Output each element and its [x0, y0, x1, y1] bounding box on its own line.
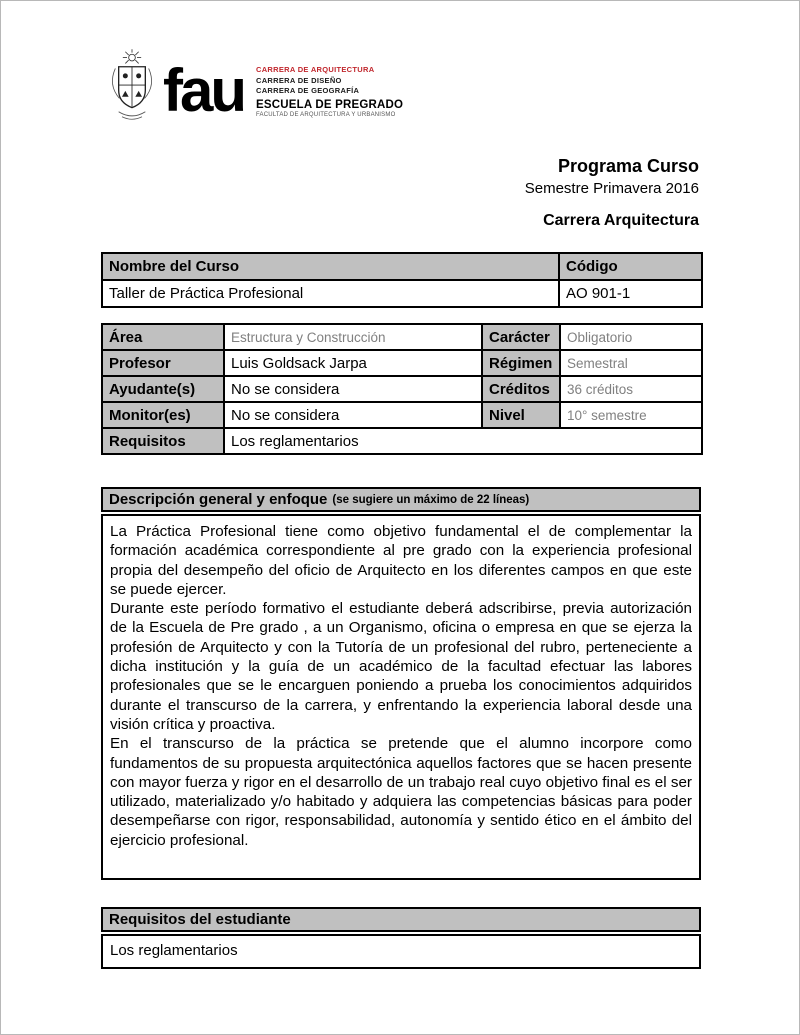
description-section-hint: (se sugiere un máximo de 22 líneas)	[332, 493, 530, 506]
caracter-label: Carácter	[482, 324, 560, 350]
logo-line-arquitectura: CARRERA DE ARQUITECTURA	[256, 65, 375, 74]
table-row	[102, 428, 702, 454]
document-header	[525, 156, 699, 230]
course-table-value-row	[102, 280, 702, 307]
table-row	[102, 324, 702, 350]
creditos-label: Créditos	[482, 376, 560, 402]
requirements-section-header	[101, 907, 701, 932]
logo-line-escuela: ESCUELA DE PREGRADO	[256, 98, 404, 111]
course-code-value: AO 901-1	[559, 280, 702, 307]
regimen-label: Régimen	[482, 350, 560, 376]
monitor-label: Monitor(es)	[102, 402, 224, 428]
nivel-label: Nivel	[482, 402, 560, 428]
course-table-header-row	[102, 253, 702, 280]
requisitos-label: Requisitos	[102, 428, 224, 454]
logo-line-geografia: CARRERA DE GEOGRAFÍA	[256, 86, 360, 95]
creditos-value: 36 créditos	[560, 376, 702, 402]
fau-logo	[107, 47, 403, 129]
logo-text-lines	[256, 65, 403, 118]
ayudante-value: No se considera	[224, 376, 482, 402]
monitor-value: No se considera	[224, 402, 482, 428]
logo-line-diseno: CARRERA DE DISEÑO	[256, 75, 342, 85]
description-section-title: Descripción general y enfoque	[109, 491, 328, 508]
table-row	[102, 350, 702, 376]
requirements-value: Los reglamentarios	[110, 942, 238, 959]
description-paragraph: La Práctica Profesional tiene como objetivo fundamental el de complementar la formación académica correspondiente al pre grado con la experiencia profesional propia del desempeño del oficio de Arquitecto en los diferentes campos en que este se puede ejercer.	[110, 523, 692, 598]
semester-label: Semestre Primavera 2016	[524, 180, 699, 197]
university-crest-icon	[107, 47, 157, 129]
profesor-value: Luis Goldsack Jarpa	[224, 350, 482, 376]
requirements-section-body	[101, 934, 701, 969]
table-row	[102, 376, 702, 402]
regimen-value: Semestral	[560, 350, 702, 376]
profesor-label: Profesor	[102, 350, 224, 376]
page-title: Programa Curso	[557, 156, 699, 176]
course-code-header: Código	[559, 253, 702, 280]
area-value: Estructura y Construcción	[224, 324, 482, 350]
table-row	[102, 402, 702, 428]
caracter-value: Obligatorio	[560, 324, 702, 350]
logo-line-facultad: FACULTAD DE ARQUITECTURA Y URBANISMO	[256, 111, 396, 118]
course-name-header: Nombre del Curso	[102, 253, 559, 280]
description-section-body	[101, 514, 701, 880]
course-table	[101, 252, 703, 308]
course-info-table	[101, 323, 703, 455]
requirements-section-title: Requisitos del estudiante	[109, 911, 291, 928]
nivel-value: 10° semestre	[560, 402, 702, 428]
area-label: Área	[102, 324, 224, 350]
description-section-header	[101, 487, 701, 512]
course-name-value: Taller de Práctica Profesional	[102, 280, 559, 307]
ayudante-label: Ayudante(s)	[102, 376, 224, 402]
fau-logotype: fau	[163, 57, 244, 124]
description-paragraph: Durante este período formativo el estudiante deberá adscribirse, previa autorización de la Escuela de Pre grado , a un Organismo, oficina o empresa en que se ejerza la profesión de Arquitecto y con la Tutoría de un profesional del rubro, perteneciente a dicha institución y la guía de un académico de la facultad efectuar las labores profesionales que se le encarguen poniendo a prueba los conocimientos adquiridos durante el transcurso de la carrera, y enfrentando la experiencia laboral desde una visión crítica y proactiva.	[110, 600, 692, 733]
career-label: Carrera Arquitectura	[543, 212, 699, 229]
description-paragraph: En el transcurso de la práctica se pretende que el alumno incorpore como fundamentos de su propuesta arquitectónica aquellos factores que se hacen presente con mayor fuerza y rigor en el desarrollo de un trabajo real cuyo objetivo final es el ser utilizado, materializado y/o habitado y adquiera las competencias básicas para poder desempeñarse con rigor, responsabilidad, autonomía y sentido ético en el ámbito del ejercicio profesional.	[110, 735, 692, 849]
requisitos-value: Los reglamentarios	[224, 428, 702, 454]
